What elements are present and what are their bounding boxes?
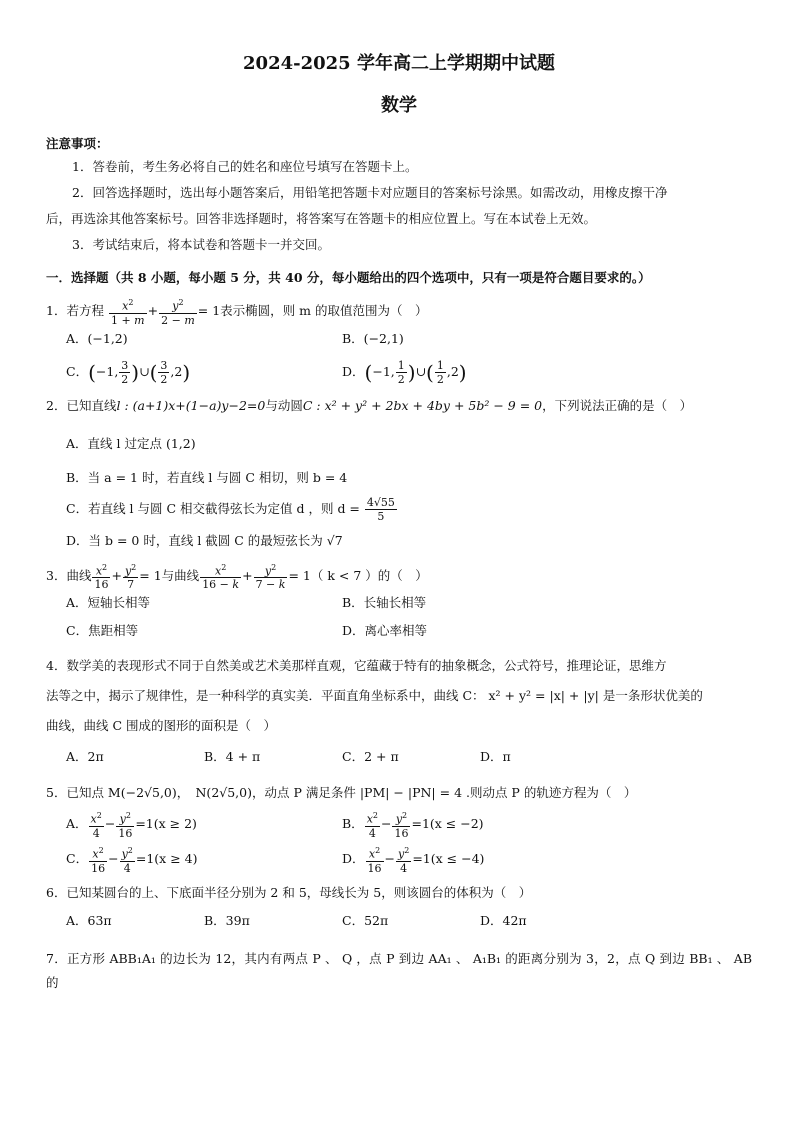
question-text: 若方程: [66, 302, 104, 318]
options: [66, 909, 752, 933]
option-a[interactable]: A．2π: [66, 749, 104, 765]
option-c[interactable]: C．52π: [342, 912, 389, 928]
option-b[interactable]: B．(−2,1): [342, 330, 404, 346]
option-a[interactable]: A． $\frac{x^2}{4}$ − $\frac{y^2}{16}$ =1(x ≥ 2): [66, 811, 197, 840]
option-a[interactable]: A．短轴长相等: [66, 595, 151, 611]
option-a[interactable]: A．63π: [66, 912, 112, 928]
question-2: 2．已知直线l : (a+1)x+(1−a)y−2=0与动圆C : x² + y² + 2bx + 4by + 5b² − 9 = 0，下列说法正确的是（ ）: [46, 397, 693, 413]
option-a[interactable]: A．(−1,2): [66, 330, 128, 346]
question-6: 6．已知某圆台的上、下底面半径分别为 2 和 5，母线长为 5，则该圆台的体积为（ ）: [46, 884, 532, 900]
question-1: 1．若方程 $\frac{x^2}{1 + m}$ + $\frac{y^2}{2 - m}$ = 1表示椭圆，则 m 的取值范围为（ ）: [46, 298, 428, 327]
options: [66, 327, 752, 386]
question-text: 表示椭圆，则 m 的取值范围为（ ）: [220, 302, 428, 318]
section-heading: 一．选择题（共 8 小题，每小题 5 分，共 40 分，每小题给出的四个选项中，只有一项是符合题目要求的。）: [46, 270, 651, 285]
options: [66, 809, 752, 874]
option-b[interactable]: B．4 + π: [204, 749, 261, 765]
option-c[interactable]: C．若直线 l 与圆 C 相交截得弦长为定值 d ，则 d = $\frac{4√55}{5}$: [66, 495, 395, 523]
notice-item: 3．考试结束后，将本试卷和答题卡一并交回。: [72, 237, 330, 252]
option-a[interactable]: A．直线 l 过定点 (1,2): [66, 435, 196, 451]
exam-subject: 数学: [381, 95, 417, 116]
option-b[interactable]: B．长轴长相等: [342, 595, 427, 611]
option-b[interactable]: B．39π: [204, 912, 250, 928]
exam-title: 2024-2025 学年高二上学期期中试题: [243, 53, 555, 74]
question-7: 7．正方形 ABB₁A₁ 的边长为 12，其内有两点 P 、 Q ，点 P 到边 AA₁ 、 A₁B₁ 的距离分别为 3，2，点 Q 到边 BB₁ 、 AB 的: [46, 950, 753, 990]
question-5: 5．已知点 M(−2√5,0)， N(2√5,0)，动点 P 满足条件 |PM| − |PN| = 4 .则动点 P 的轨迹方程为（ ）: [46, 785, 637, 801]
option-d[interactable]: D． $\frac{x^2}{16}$ − $\frac{y^2}{4}$ =1(x ≤ −4): [342, 845, 485, 875]
option-d[interactable]: D．(−1, $\frac{1}{2}$ )∪( $\frac{1}{2}$ ,2): [342, 358, 467, 386]
notice-heading: 注意事项：: [46, 136, 109, 151]
fraction: $\frac{x^2}{1 + m}$: [110, 298, 145, 327]
option-c[interactable]: C． $\frac{x^2}{16}$ − $\frac{y^2}{4}$ =1(x ≥ 4): [66, 845, 198, 875]
notice-item: 1．答卷前，考生务必将自己的姓名和座位号填写在答题卡上。: [72, 159, 418, 174]
option-d[interactable]: D．42π: [480, 912, 527, 928]
option-c[interactable]: C．焦距相等: [66, 623, 139, 639]
option-d[interactable]: D．π: [480, 749, 511, 765]
option-b[interactable]: B． $\frac{x^2}{4}$ − $\frac{y^2}{16}$ =1(x ≤ −2): [342, 811, 484, 840]
option-d[interactable]: D．离心率相等: [342, 623, 428, 639]
notice-item: 后，再选涂其他答案标号。回答非选择题时，将答案写在答题卡的相应位置上。写在本试卷上无效。: [46, 211, 597, 226]
question-4: 4．数学美的表现形式不同于自然美或艺术美那样直观，它蕴藏于特有的抽象概念，公式符号，推理论证，思维方 法等之中，揭示了规律性，是一种科学的真实美．平面直角坐标系中，曲线 C： x² + y² = |x| + |y| 是一条形状优美的 曲线，曲线 C 围成的图形的面积是（ ）: [46, 658, 703, 734]
question-3: 3．曲线 $\frac{x^2}{16}$ + $\frac{y^2}{7}$ = 1与曲线 $\frac{x^2}{16 - k}$ + $\frac{y^2}{7 - k}$ = 1（ k < 7 ）的（ ）: [46, 562, 428, 592]
option-c[interactable]: C．(−1, $\frac{3}{2}$ )∪( $\frac{3}{2}$ ,2): [66, 358, 191, 386]
option-d[interactable]: D．当 b = 0 时，直线 l 截圆 C 的最短弦长为 √7: [66, 532, 343, 548]
question-number: 1．: [46, 302, 67, 318]
options: [66, 591, 752, 643]
fraction: $\frac{y^2}{2 - m}$: [161, 298, 195, 327]
exam-page: [46, 52, 752, 995]
option-b[interactable]: B．当 a = 1 时，若直线 l 与圆 C 相切，则 b = 4: [66, 469, 348, 485]
option-c[interactable]: C．2 + π: [342, 749, 399, 765]
options: [66, 745, 752, 769]
notice-item: 2．回答选择题时，选出每小题答案后，用铅笔把答题卡对应题目的答案标号涂黑。如需改动，用橡皮擦干净: [72, 185, 668, 200]
